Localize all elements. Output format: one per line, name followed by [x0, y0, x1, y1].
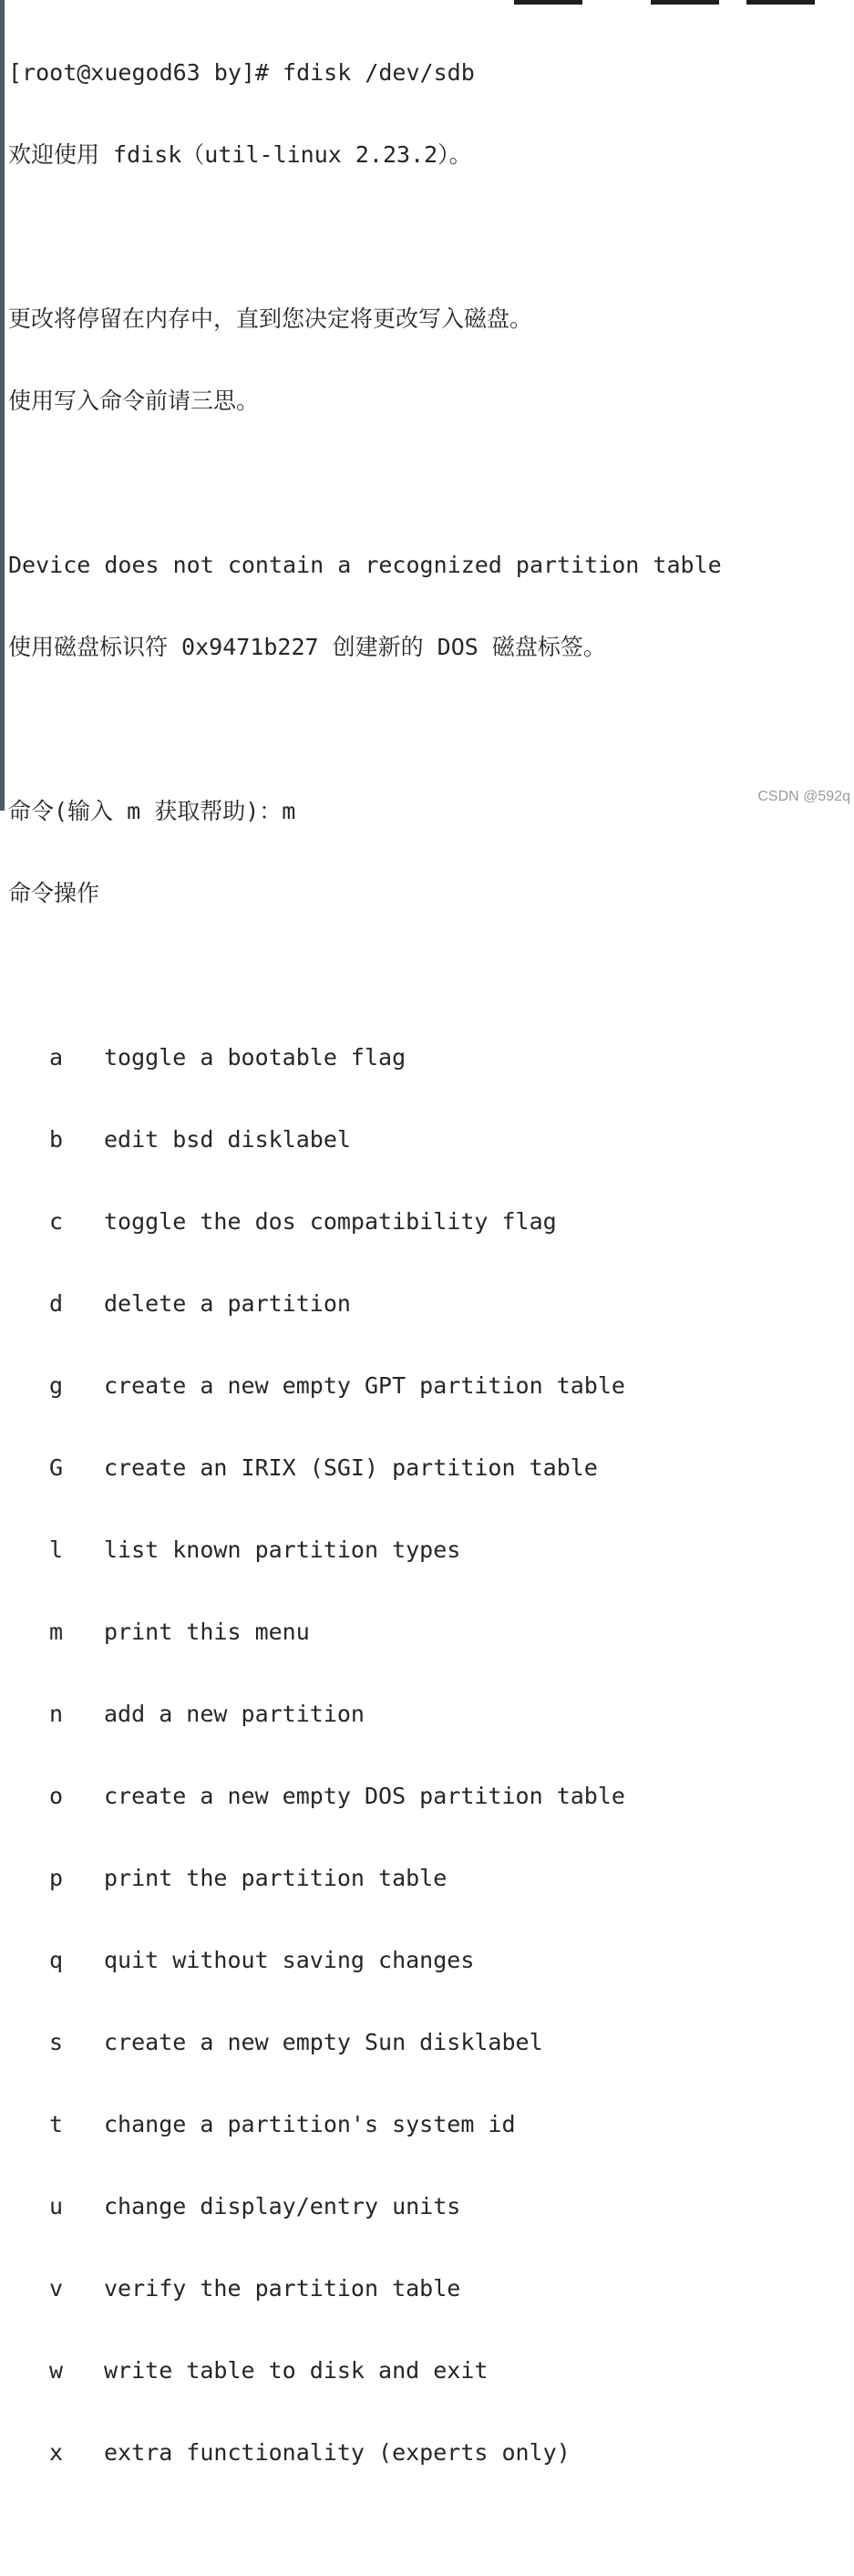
- command-key: m: [49, 1619, 64, 1645]
- command-desc: create an IRIX (SGI) partition table: [104, 1454, 598, 1481]
- command-row: [8, 1208, 854, 1236]
- command-row: [8, 2029, 854, 2056]
- command-desc: change display/entry units: [104, 2193, 461, 2219]
- command-row: [8, 2439, 854, 2467]
- command-desc: delete a partition: [104, 1290, 351, 1317]
- command-row: [8, 1783, 854, 1810]
- command-desc: edit bsd disklabel: [104, 1126, 351, 1153]
- command-row: [8, 1290, 854, 1318]
- disklabel-line: 使用磁盘标识符 0x9471b227 创建新的 DOS 磁盘标签。: [8, 634, 606, 660]
- command-desc: extra functionality (experts only): [104, 2439, 571, 2466]
- watermark: CSDN @592q: [757, 789, 850, 804]
- command-key: l: [49, 1536, 64, 1563]
- command-row: [8, 1701, 854, 1728]
- command-desc: toggle the dos compatibility flag: [104, 1208, 557, 1235]
- command-desc: change a partition's system id: [104, 2111, 516, 2137]
- command-key: b: [49, 1126, 64, 1153]
- window-edge: [0, 0, 5, 811]
- command-desc: verify the partition table: [104, 2275, 461, 2302]
- device-line: Device does not contain a recognized partition table: [8, 552, 722, 578]
- command-key: p: [49, 1865, 64, 1891]
- blank-line: [8, 716, 854, 743]
- terminal-output[interactable]: [8, 5, 854, 2576]
- welcome-line: 欢迎使用 fdisk（util-linux 2.23.2）。: [8, 141, 472, 168]
- command-desc: list known partition types: [104, 1536, 461, 1563]
- command-desc: quit without saving changes: [104, 1947, 475, 1973]
- command-row: [8, 1865, 854, 1892]
- menu-title: 命令操作: [8, 880, 100, 906]
- command-desc: toggle a bootable flag: [104, 1044, 406, 1071]
- command-key: c: [49, 1208, 64, 1235]
- command-key: w: [49, 2357, 64, 2384]
- command-desc: create a new empty Sun disklabel: [104, 2029, 543, 2055]
- command-row: [8, 2357, 854, 2385]
- shell-prompt-line: [root@xuegod63 by]# fdisk /dev/sdb: [8, 59, 475, 86]
- command-row: [8, 2193, 854, 2220]
- command-key: g: [49, 1372, 64, 1399]
- command-desc: create a new empty DOS partition table: [104, 1783, 625, 1809]
- command-key: n: [49, 1701, 64, 1727]
- command-key: q: [49, 1947, 64, 1973]
- notice-line-1: 更改将停留在内存中，直到您决定将更改写入磁盘。: [8, 305, 533, 332]
- command-row: [8, 1536, 854, 1564]
- command-row: [8, 2275, 854, 2302]
- blank-line: [8, 223, 854, 251]
- command-row: [8, 1947, 854, 1974]
- command-desc: write table to disk and exit: [104, 2357, 489, 2384]
- command-key: s: [49, 2029, 64, 2055]
- command-row: [8, 1126, 854, 1154]
- command-key: v: [49, 2275, 64, 2302]
- blank-line: [8, 470, 854, 497]
- command-desc: create a new empty GPT partition table: [104, 1372, 625, 1399]
- command-key: t: [49, 2111, 64, 2137]
- command-key: x: [49, 2439, 64, 2466]
- command-prompt-line: 命令(输入 m 获取帮助)：m: [8, 798, 296, 824]
- command-desc: add a new partition: [104, 1701, 365, 1727]
- command-key: o: [49, 1783, 64, 1809]
- command-row: [8, 1619, 854, 1646]
- command-row: [8, 2111, 854, 2138]
- command-key: G: [49, 1454, 64, 1481]
- command-key: d: [49, 1290, 64, 1317]
- command-row: [8, 1372, 854, 1400]
- command-row: [8, 1044, 854, 1071]
- command-row: [8, 1454, 854, 1482]
- command-key: a: [49, 1044, 64, 1071]
- notice-line-2: 使用写入命令前请三思。: [8, 388, 260, 414]
- command-desc: print this menu: [104, 1619, 310, 1645]
- command-key: u: [49, 2193, 64, 2219]
- command-list: [8, 989, 854, 2521]
- command-desc: print the partition table: [104, 1865, 448, 1891]
